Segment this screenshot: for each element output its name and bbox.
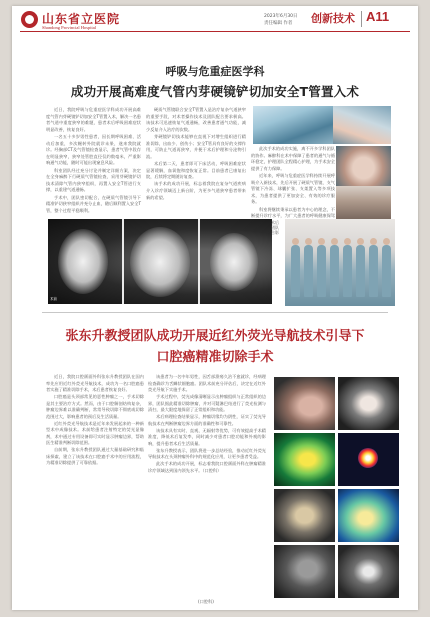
surgery-photo-grid <box>274 377 399 597</box>
paragraph: 该手术的成功开展，标志着我院在复杂气道疾病介入诊疗领域迈上新台阶，为更多气道狭窄患者带来新的希望。 <box>146 181 246 200</box>
fluorescence-image <box>338 489 399 542</box>
article1-title: 成功开展高难度气管内芽硬镜铲切加安全T管置入术 <box>70 84 360 99</box>
article1-column-2 <box>146 107 246 202</box>
article1-column-1 <box>46 107 141 215</box>
team-photo-caption: 术后团队合影 <box>271 220 279 235</box>
paragraph: 芽硬镜铲切技术能够在直视下对增生组织进行精准切除，出血少、创伤小；安全T管具有良好的支撑作用，可防止气道再狭窄，并便于术后护理和分泌物引流。 <box>146 133 246 159</box>
article2-column-1 <box>46 374 144 467</box>
team-photo <box>285 219 395 306</box>
paragraph: 近日，我院呼吸与危重症医学科成功开展高难度气管内芽硬镜铲切加安全T管置入术，解决一名患者气道中重度狭窄的难题，患者术后呼吸困难症状明显改善，恢复良好。 <box>46 107 141 132</box>
paragraph: 此次手术的成功实施，离不开多学科团队的协作。麻醉科在术中保障了患者的通气与循环稳定，护理团队全程精心护理，为手术安全提供了有力保障。 <box>251 146 335 171</box>
paragraph: 近年来，呼吸与危重症医学科持续开展呼吸介入新技术，先后开展了硬质气管镜、支气管镜下冷冻、球囊扩张、支架置入等多项技术，为患者提供了更加安全、有效的诊疗服务。 <box>251 172 335 205</box>
ct-label: 术前 <box>50 297 57 301</box>
paragraph: 该患者为一名中年男性，因舌部溃疡久治不愈就诊，经病理检查确诊为舌鳞状细胞癌。团队术前充分评估后，决定在近红外荧光导航下实施手术。 <box>148 374 266 392</box>
paragraph: 科室团队经过充分讨论并制定详细方案，决定在全身麻醉下行硬质气管镜检查，采用芽硬镜铲切技术清除气管内狭窄组织，再置入安全T管进行支撑，以重建气道通畅。 <box>46 167 141 193</box>
team-member <box>304 245 313 297</box>
team-member <box>317 245 326 297</box>
surgical-photo <box>274 377 335 430</box>
paragraph: 自前期，张东升教授团队通过大量基础研究和临床探索，建立了该技术在口腔癌手术中的应用流程，为精准切除提供了可靠依据。 <box>46 447 144 466</box>
editor-credit: 责任编辑 作者 <box>264 21 293 26</box>
article2-source: (口腔科) <box>198 599 214 604</box>
paragraph: 近红外荧光导航技术是近年来发展起来的一种新型术中成像技术。术前给患者注射特定的荧光显像剂，术中通过专用设备即可实时显示肿瘤边界，帮助医生精准判断切除范围。 <box>46 420 144 446</box>
masthead-subtitle: Shandong Provincial Hospital <box>42 25 96 30</box>
paragraph: 张东升教授表示，团队将进一步总结经验，推动近红外荧光导航技术在头颈肿瘤外科中的规范化应用，让更多患者受益。 <box>148 447 266 460</box>
article2-column-2 <box>148 374 266 475</box>
article1-column-3 <box>251 146 335 227</box>
ct-scan-image <box>48 219 272 304</box>
ct-airway-shape <box>130 227 190 297</box>
section-name: 创新技术 <box>311 12 355 25</box>
paragraph: 口腔癌是头颈部常见的恶性肿瘤之一，手术切除是其主要治疗方式。然而，由于口腔解剖结构复杂，肿瘤边界难以准确判断，常常导致切除不彻底或切除范围过大，影响患者的预后及生活质量。 <box>46 394 144 419</box>
endoscopy-photo-1 <box>336 146 391 186</box>
fluorescence-image <box>338 433 399 486</box>
team-member <box>382 245 391 297</box>
paragraph: 术后第二天，患者即可下床活动，呼吸困难症状显著缓解，血氧饱和度恢复正常。目前患者已康复出院，后续将定期随访复查。 <box>146 160 246 180</box>
masthead-title: 山东省立医院 <box>42 12 121 26</box>
article2-title-line-1: 张东升教授团队成功开展近红外荧光导航技术引导下 <box>65 329 365 344</box>
paragraph: 近日，我院口腔颌面外科张东升教授团队在国内率先应用近红外荧光导航技术，成功为一名口腔癌患者实施了精准切除手术，术后患者恢复良好。 <box>46 374 144 392</box>
paragraph: 科室将继续秉承以患者为中心的理念，不断提升诊疗水平，为广大患者的呼吸健康保驾 <box>251 206 335 219</box>
article-divider <box>42 312 388 313</box>
image-divider <box>122 219 124 304</box>
ct-airway-shape <box>210 233 258 291</box>
surgery-photo-1 <box>253 106 333 144</box>
surgical-photo <box>338 377 399 430</box>
paragraph: 手术过程中，荧光成像清晰显示出肿瘤组织与正常组织的边界，团队据此精准切除肿瘤，并对可疑淋巴结进行了荧光检测与清扫，最大限度地保留了正常组织和功能。 <box>148 394 266 413</box>
specimen-photo <box>274 489 335 542</box>
newspaper-page <box>12 6 418 610</box>
team-member <box>291 245 300 297</box>
paragraph: 一名五十多岁男性患者，因长期呼吸困难、活动后加重，多次辗转外院就诊未果，遂来我院就诊。经胸部CT及气管镜检查显示，患者气管中段存在明显狭窄，狭窄处管腔直径仅约数毫米，严重影响通气功能，随时可能出现窒息风险。 <box>46 133 141 166</box>
paragraph: 该技术具有实时、直观、无辐射等优势，可有效提高手术精准度，降低术后复发率，同时减少对患者口腔功能和外观的影响，提升患者术后生活质量。 <box>148 427 266 446</box>
paragraph: 术后病理检查结果显示，肿瘤切缘均为阴性，证实了荧光导航技术在判断肿瘤边界方面的准确性和可靠性。 <box>148 414 266 426</box>
article1-kicker: 呼吸与危重症医学科 <box>165 65 265 78</box>
team-member <box>369 245 378 297</box>
header-rule <box>20 31 410 32</box>
header-divider <box>361 11 362 27</box>
paragraph: 此次手术的成功开展，标志着我院口腔颌面外科在肿瘤精准诊疗领域达到国内领先水平。（口腔科） <box>148 461 266 473</box>
paragraph: 硬质气管镜联合安全T管置入是治疗复杂气道狭窄的重要手段，对术者操作技术及团队配合要求极高。该技术可迅速恢复气道通畅，改善患者通气功能，减少反复介入治疗的次数。 <box>146 107 246 132</box>
specimen-photo <box>338 545 399 598</box>
page-number: A11 <box>366 9 390 24</box>
article2-title-line-2: 口腔癌精准切除手术 <box>156 350 274 365</box>
team-member <box>356 245 365 297</box>
team-member <box>330 245 339 297</box>
paragraph: 手术中，团队密切配合，在硬质气管镜引导下精准铲切狭窄组织并充分止血，随后顺利置入安全T管，整个过程平稳顺利。 <box>46 194 141 213</box>
issue-date: 2023年6月30日 <box>264 14 298 19</box>
specimen-photo <box>274 545 335 598</box>
ct-airway-shape <box>58 229 108 294</box>
team-member <box>343 245 352 297</box>
image-divider <box>198 219 200 304</box>
hospital-logo-icon <box>21 11 38 28</box>
fluorescence-image <box>274 433 335 486</box>
surgery-photo-2 <box>333 106 391 144</box>
